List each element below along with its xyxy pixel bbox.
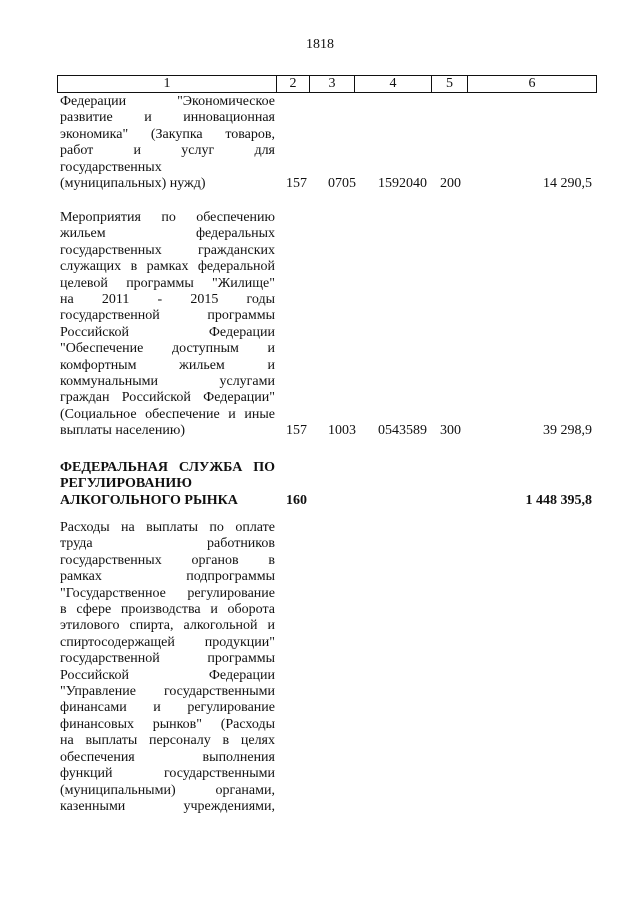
agency-title-line: АЛКОГОЛЬНОГО РЫНКА [60, 492, 238, 508]
description-line: "Управление государственными [60, 684, 275, 700]
description-line: работ и услуг для [60, 143, 275, 159]
description-line: обеспечения выполнения [60, 749, 275, 765]
table-row [60, 94, 592, 192]
description-line: спиртосодержащей продукции" [60, 634, 275, 650]
description-line: жильем федеральных [60, 226, 275, 242]
header-col-1: 1 [58, 76, 277, 92]
amount: 1 448 395,8 [525, 492, 592, 508]
description-line: выплаты населению) [60, 423, 185, 439]
description-line: государственных [60, 159, 162, 175]
description-line: "Государственное регулирование [60, 585, 275, 601]
expense-type-code: 300 [440, 423, 461, 439]
description-line: функций государственными [60, 766, 275, 782]
expense-type-code: 200 [440, 176, 461, 192]
target-code: 0543589 [378, 423, 427, 439]
row-description [60, 94, 275, 192]
description-line: коммунальными услугами [60, 374, 275, 390]
agency-title-line: РЕГУЛИРОВАНИЮ [60, 476, 193, 492]
description-line: на выплаты персоналу в целях [60, 733, 275, 749]
agency-title-line: ФЕДЕРАЛЬНАЯ СЛУЖБА ПО [60, 460, 275, 475]
amount: 14 290,5 [543, 176, 592, 192]
description-line: граждан Российской Федерации" [60, 390, 275, 406]
header-col-5: 5 [432, 76, 468, 92]
header-col-2: 2 [277, 76, 310, 92]
ministry-code: 160 [286, 492, 307, 508]
description-line: экономика" (Закупка товаров, [60, 126, 275, 142]
description-line: Мероприятия по обеспечению [60, 210, 275, 225]
description-line: Российской Федерации [60, 324, 275, 340]
ministry-code: 157 [286, 423, 307, 439]
description-line: (муниципальными) органами, [60, 782, 275, 798]
row-description [60, 210, 275, 440]
description-line: на 2011 - 2015 годы [60, 292, 275, 308]
description-line: финансами и регулирование [60, 700, 275, 716]
target-code: 1592040 [378, 176, 427, 192]
description-line: Федерации "Экономическое [60, 94, 275, 109]
description-line: развитие и инновационная [60, 110, 275, 126]
table-row [60, 210, 592, 440]
description-line: государственной программы [60, 651, 275, 667]
description-line: "Обеспечение доступным и [60, 341, 275, 357]
description-line: служащих в рамках федеральной [60, 259, 275, 275]
section-code: 0705 [328, 176, 356, 192]
section-code: 1003 [328, 423, 356, 439]
amount: 39 298,9 [543, 423, 592, 439]
description-line: государственной программы [60, 308, 275, 324]
description-line: финансовых рынков" (Расходы [60, 716, 275, 732]
header-col-3: 3 [310, 76, 355, 92]
header-col-6: 6 [528, 76, 536, 91]
table-row [60, 520, 592, 815]
agency-heading-row [60, 460, 592, 509]
description-line: труда работников [60, 536, 275, 552]
table-header [57, 75, 597, 93]
agency-title [60, 460, 275, 509]
description-line: в сфере производства и оборота [60, 602, 275, 618]
description-line: государственных органов в [60, 552, 275, 568]
description-line: Расходы на выплаты по оплате [60, 520, 275, 535]
description-line: (муниципальных) нужд) [60, 176, 206, 192]
description-line: казенными учреждениями, [60, 798, 275, 814]
page-number: 1818 [306, 37, 334, 52]
row-description [60, 520, 275, 815]
description-line: Российской Федерации [60, 667, 275, 683]
header-col-4: 4 [355, 76, 432, 92]
description-line: (Социальное обеспечение и иные [60, 406, 275, 422]
description-line: государственных гражданских [60, 242, 275, 258]
description-line: целевой программы "Жилище" [60, 275, 275, 291]
description-line: комфортным жильем и [60, 357, 275, 373]
description-line: этилового спирта, алкогольной и [60, 618, 275, 634]
ministry-code: 157 [286, 176, 307, 192]
description-line: рамках подпрограммы [60, 569, 275, 585]
